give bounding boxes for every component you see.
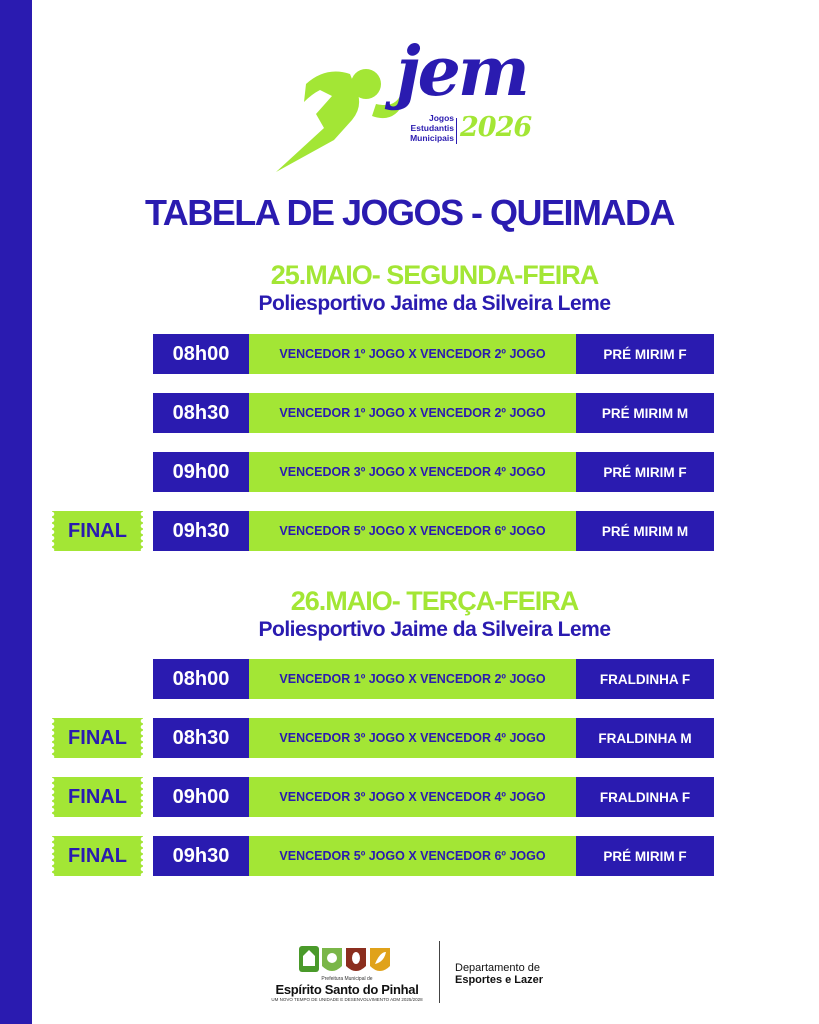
game-match: VENCEDOR 5º JOGO X VENCEDOR 6º JOGO	[249, 511, 576, 551]
footer-divider	[439, 941, 440, 1003]
game-category: FRALDINHA F	[576, 659, 714, 699]
venue-name: Poliesportivo Jaime da Silveira Leme	[258, 618, 611, 641]
game-match: VENCEDOR 3º JOGO X VENCEDOR 4º JOGO	[249, 777, 576, 817]
game-match: VENCEDOR 3º JOGO X VENCEDOR 4º JOGO	[249, 452, 576, 492]
city-seal-icon	[299, 946, 319, 972]
game-row	[153, 393, 714, 433]
game-row	[153, 452, 714, 492]
game-row	[153, 836, 714, 876]
game-time: 09h00	[153, 777, 249, 817]
game-match: VENCEDOR 3º JOGO X VENCEDOR 4º JOGO	[249, 718, 576, 758]
footer-city-name: Espírito Santo do Pinhal	[275, 982, 419, 997]
footer-city-prefix: Prefeitura Municipal de	[321, 976, 373, 982]
grape-icon	[322, 948, 342, 971]
game-row	[153, 777, 714, 817]
coffee-icon	[346, 948, 366, 971]
runner-icon	[276, 44, 406, 174]
left-accent-bar	[0, 0, 32, 1024]
game-time: 08h00	[153, 659, 249, 699]
logo-divider	[456, 118, 457, 144]
city-emblems	[298, 942, 392, 978]
game-category: FRALDINHA F	[576, 777, 714, 817]
game-category: PRÉ MIRIM F	[576, 452, 714, 492]
footer-tagline: UM NOVO TEMPO DE UNIDADE E DESENVOLVIMENTO ADM 2025/2028	[271, 997, 423, 1002]
game-match: VENCEDOR 1º JOGO X VENCEDOR 2º JOGO	[249, 659, 576, 699]
game-match: VENCEDOR 5º JOGO X VENCEDOR 6º JOGO	[249, 836, 576, 876]
game-row	[153, 511, 714, 551]
game-row	[153, 334, 714, 374]
game-match: VENCEDOR 1º JOGO X VENCEDOR 2º JOGO	[249, 334, 576, 374]
game-row	[153, 659, 714, 699]
footer-department: Departamento de Esportes e Lazer	[455, 962, 544, 986]
game-time: 09h30	[153, 836, 249, 876]
game-time: 08h30	[153, 393, 249, 433]
day-title: 25.MAIO- SEGUNDA-FEIRA	[270, 260, 599, 290]
final-tag: FINAL	[52, 836, 143, 876]
final-tag: FINAL	[52, 511, 143, 551]
day-title: 26.MAIO- TERÇA-FEIRA	[290, 586, 579, 616]
game-time: 09h30	[153, 511, 249, 551]
leaf-icon	[370, 948, 390, 971]
game-category: PRÉ MIRIM F	[576, 836, 714, 876]
game-category: FRALDINHA M	[576, 718, 714, 758]
game-category: PRÉ MIRIM M	[576, 511, 714, 551]
logo-subtitle: Jogos Estudantis Municipais	[410, 113, 454, 143]
final-tag: FINAL	[52, 718, 143, 758]
game-category: PRÉ MIRIM M	[576, 393, 714, 433]
venue-name: Poliesportivo Jaime da Silveira Leme	[258, 292, 611, 315]
game-time: 08h00	[153, 334, 249, 374]
game-time: 08h30	[153, 718, 249, 758]
game-category: PRÉ MIRIM F	[576, 334, 714, 374]
game-match: VENCEDOR 1º JOGO X VENCEDOR 2º JOGO	[249, 393, 576, 433]
logo-wordmark: jem	[396, 32, 527, 112]
final-tag: FINAL	[52, 777, 143, 817]
page-title: TABELA DE JOGOS - QUEIMADA	[144, 192, 675, 233]
game-time: 09h00	[153, 452, 249, 492]
logo-year: 2026	[460, 112, 532, 143]
game-row	[153, 718, 714, 758]
